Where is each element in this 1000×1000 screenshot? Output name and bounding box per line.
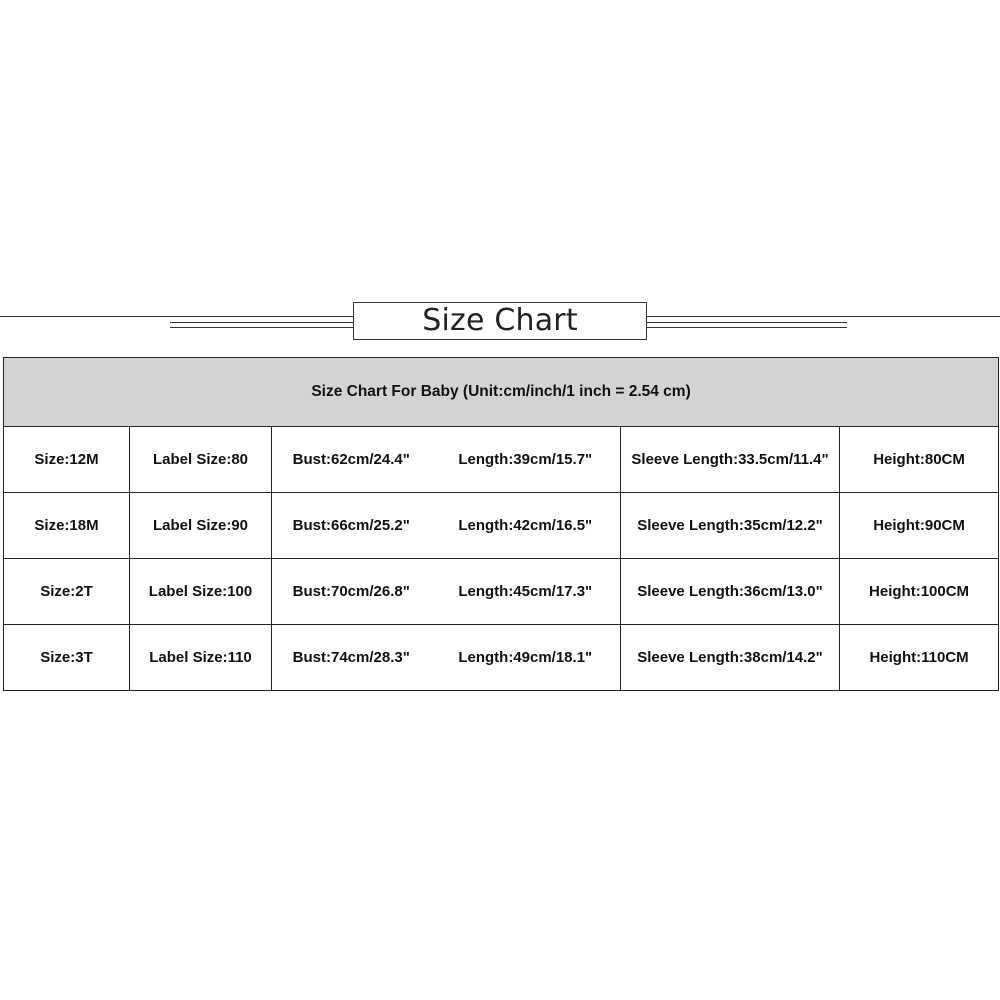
label-size-cell: Label Size:80 bbox=[130, 427, 272, 493]
title-rule-left-mid bbox=[170, 322, 353, 323]
title-rule-right-top bbox=[647, 316, 1000, 317]
page-title-box bbox=[353, 302, 647, 340]
label-size-cell: Label Size:110 bbox=[130, 625, 272, 691]
bust-cell: Bust:74cm/28.3" bbox=[272, 625, 431, 691]
length-cell: Length:49cm/18.1" bbox=[431, 625, 621, 691]
length-cell: Length:45cm/17.3" bbox=[431, 559, 621, 625]
height-cell: Height:90CM bbox=[840, 493, 999, 559]
sleeve-length-cell: Sleeve Length:33.5cm/11.4" bbox=[621, 427, 840, 493]
table-row bbox=[4, 559, 999, 625]
height-cell: Height:100CM bbox=[840, 559, 999, 625]
title-rule-right-bottom bbox=[647, 327, 847, 328]
bust-cell: Bust:66cm/25.2" bbox=[272, 493, 431, 559]
sleeve-length-cell: Sleeve Length:38cm/14.2" bbox=[621, 625, 840, 691]
label-size-cell: Label Size:100 bbox=[130, 559, 272, 625]
table-row bbox=[4, 427, 999, 493]
height-cell: Height:80CM bbox=[840, 427, 999, 493]
size-cell: Size:2T bbox=[4, 559, 130, 625]
sleeve-length-cell: Sleeve Length:35cm/12.2" bbox=[621, 493, 840, 559]
table-row bbox=[4, 625, 999, 691]
table-header-row bbox=[4, 358, 999, 427]
bust-cell: Bust:70cm/26.8" bbox=[272, 559, 431, 625]
page-title: Size Chart bbox=[422, 303, 578, 338]
title-rule-right-mid bbox=[647, 322, 847, 323]
size-cell: Size:3T bbox=[4, 625, 130, 691]
title-rule-left-top bbox=[0, 316, 353, 317]
size-cell: Size:18M bbox=[4, 493, 130, 559]
height-cell: Height:110CM bbox=[840, 625, 999, 691]
table-header: Size Chart For Baby (Unit:cm/inch/1 inch = 2.54 cm) bbox=[4, 358, 999, 427]
size-cell: Size:12M bbox=[4, 427, 130, 493]
table-row bbox=[4, 493, 999, 559]
bust-cell: Bust:62cm/24.4" bbox=[272, 427, 431, 493]
length-cell: Length:42cm/16.5" bbox=[431, 493, 621, 559]
label-size-cell: Label Size:90 bbox=[130, 493, 272, 559]
title-rule-left-bottom bbox=[170, 327, 353, 328]
sleeve-length-cell: Sleeve Length:36cm/13.0" bbox=[621, 559, 840, 625]
size-chart-table bbox=[3, 357, 999, 691]
length-cell: Length:39cm/15.7" bbox=[431, 427, 621, 493]
